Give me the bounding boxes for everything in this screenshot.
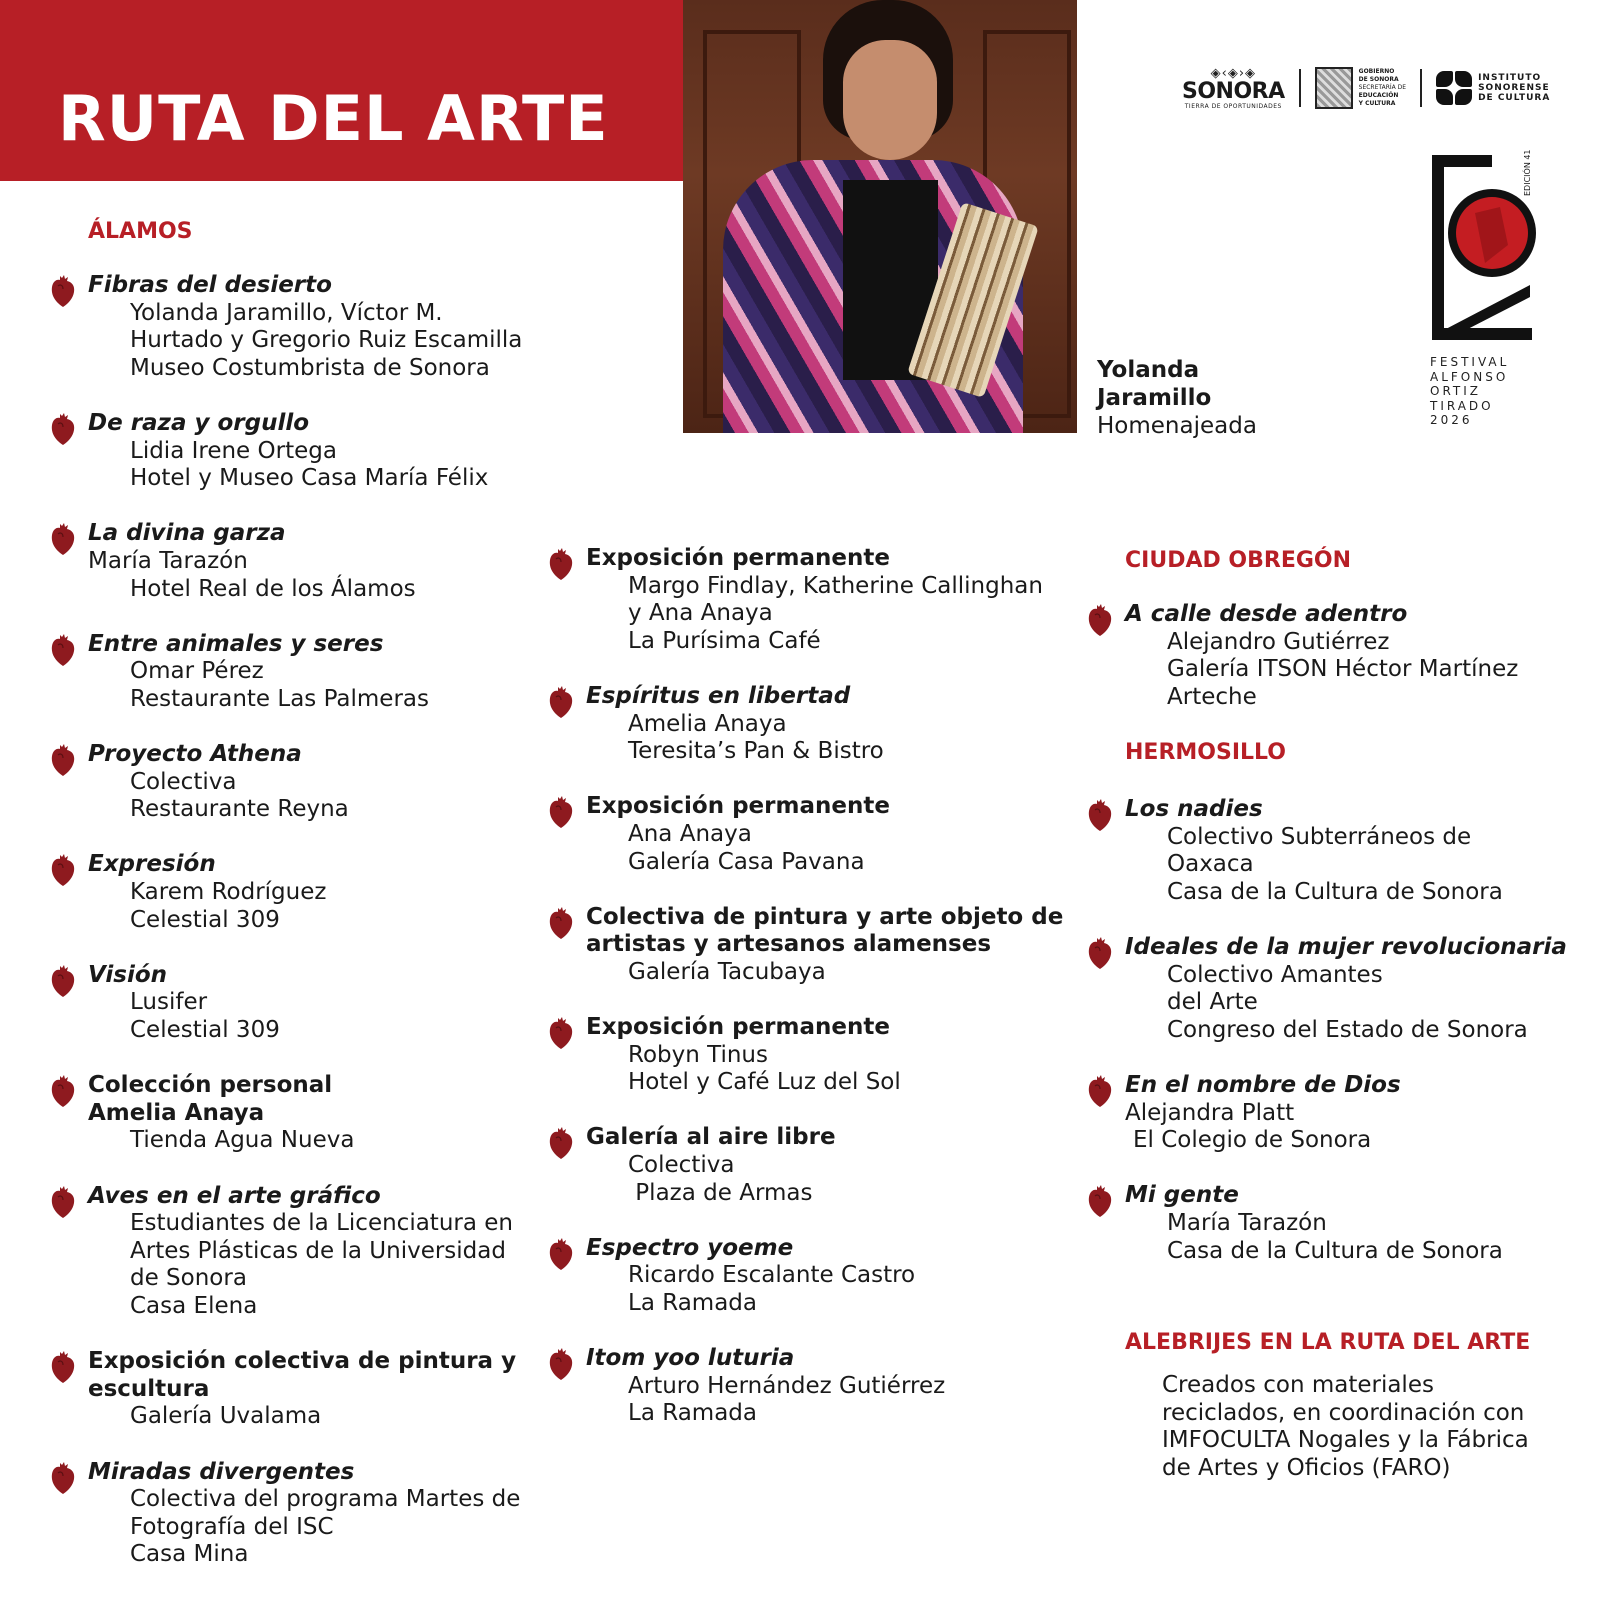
exhibition-detail: Oaxaca [1167,851,1254,878]
exhibition-title: Miradas divergentes [88,1458,355,1485]
exhibition-title: La divina garza [88,520,286,547]
exhibition-detail: Casa Mina [130,1541,249,1568]
heart-icon [548,1347,574,1381]
exhibition-detail: del Arte [1167,989,1258,1016]
heart-icon [1087,1184,1113,1218]
exhibition-title: A calle desde adentro [1125,601,1408,627]
exhibition-title: Exposición permanente [586,1014,890,1041]
exhibition-entry [50,520,550,603]
heart-icon [1087,936,1113,970]
exhibition-title: Los nadies [1125,796,1263,822]
exhibition-detail: El Colegio de Sonora [1133,1127,1372,1154]
heart-icon [50,853,76,887]
exhibition-detail: La Purísima Café [628,627,821,654]
sec-logo [1315,67,1406,109]
exhibition-entry [1087,1072,1587,1155]
alamos-list [50,272,550,1597]
exhibition-entry [548,793,1068,876]
exhibition-title: Mi gente [1125,1182,1239,1209]
exhibition-detail: Hotel y Café Luz del Sol [628,1069,901,1096]
exhibition-detail: de Sonora [130,1265,247,1292]
honoree-role: Homenajeada [1097,413,1257,439]
exhibition-detail: Galería ITSON Héctor Martínez [1167,656,1519,683]
obregon-list [1087,601,1587,739]
exhibition-detail: La Ramada [628,1290,757,1317]
festival-name-line: ALFONSO [1430,369,1509,384]
festival-name-line: ORTIZ [1430,384,1481,398]
exhibition-title: Proyecto Athena [88,741,302,768]
exhibition-detail: Robyn Tinus [628,1041,768,1068]
exhibition-detail: Arteche [1167,683,1257,710]
heart-icon [50,964,76,998]
exhibition-title: Exposición permanente [586,545,890,571]
photo-face [843,40,937,160]
honoree-caption [1097,356,1257,440]
exhibition-title: artistas y artesanos alamenses [586,931,992,958]
isc-mark-icon [1436,71,1472,105]
exhibition-detail: Ricardo Escalante Castro [628,1262,916,1289]
sec-text-line: Y CULTURA [1358,100,1396,107]
exhibition-detail: Alejandro Gutiérrez [1167,628,1390,655]
heart-icon [1087,603,1113,637]
honoree-photo [683,0,1077,433]
sonora-wordmark: SONORA [1182,78,1285,104]
exhibition-title: Aves en el arte gráfico [88,1182,381,1209]
exhibition-detail: Casa de la Cultura de Sonora [1167,1237,1503,1264]
exhibition-entry [1087,1182,1587,1265]
heart-icon [50,1185,76,1219]
exhibition-detail: Celestial 309 [130,906,280,933]
section-title-alamos: ÁLAMOS [88,219,193,244]
exhibition-detail: Colectivo Subterráneos de [1167,823,1472,850]
exhibition-entry [50,1072,550,1155]
exhibition-title: Galería al aire libre [586,1124,836,1151]
sonora-tagline: TIERRA DE OPORTUNIDADES [1184,102,1282,110]
sonora-logo [1182,67,1285,110]
exhibition-detail: Galería Casa Pavana [628,848,865,875]
isc-logo [1436,71,1550,105]
exhibition-entry [50,1183,550,1321]
exhibition-title: Expresión [88,851,216,878]
alebrijes-line: reciclados, en coordinación con [1162,1399,1525,1426]
exhibition-detail: Lidia Irene Ortega [130,437,337,464]
exhibition-entry [548,904,1068,987]
heart-icon [548,547,574,581]
sec-text-line: DE SONORA [1358,76,1399,83]
heart-icon [50,1461,76,1495]
heart-icon [50,1350,76,1384]
exhibition-title: Colección personal [88,1072,333,1099]
exhibition-detail: La Ramada [628,1400,757,1427]
heart-icon [50,743,76,777]
exhibition-detail: Yolanda Jaramillo, Víctor M. [130,299,443,326]
exhibition-detail: María Tarazón [1167,1209,1327,1236]
alebrijes-line: de Artes y Oficios (FARO) [1162,1454,1451,1481]
honoree-name-line2: Jaramillo [1097,385,1212,411]
exhibition-detail: Colectiva [130,768,237,795]
exhibition-entry [548,545,1068,655]
heart-icon [548,795,574,829]
exhibition-entry [548,683,1068,766]
exhibition-title: escultura [88,1375,210,1402]
heart-icon [50,1074,76,1108]
exhibition-detail: Arturo Hernández Gutiérrez [628,1372,946,1399]
exhibition-detail: Artes Plásticas de la Universidad [130,1237,506,1264]
festival-name [1430,355,1509,428]
exhibition-detail: Celestial 309 [130,1017,280,1044]
festival-edition: EDICIÓN 41 [1523,149,1532,196]
heart-icon [548,906,574,940]
logo-divider [1420,69,1422,107]
sec-text-line: GOBIERNO [1358,68,1395,75]
exhibition-detail: Colectiva [628,1152,735,1179]
exhibition-detail: Teresita’s Pan & Bistro [628,738,884,765]
isc-text-line: INSTITUTO [1478,73,1542,83]
sponsor-logos [1182,60,1550,116]
exhibition-entry [548,1124,1068,1207]
exhibition-entry [50,1459,550,1569]
heart-icon [50,522,76,556]
festival-year: 2026 [1430,413,1473,427]
exhibition-title: Visión [88,961,168,988]
exhibition-title: Exposición permanente [586,793,890,820]
festival-name-line: TIRADO [1430,398,1494,413]
sec-text-line: SECRETARÍA DE [1358,84,1407,91]
state-crest-icon [1315,67,1353,109]
exhibition-entry [50,741,550,824]
exhibition-title: Fibras del desierto [88,272,332,298]
exhibition-detail: Plaza de Armas [628,1179,813,1206]
exhibition-entry [50,410,550,493]
exhibition-entry [50,272,550,382]
isc-text-line: DE CULTURA [1478,93,1551,103]
exhibition-title: Ideales de la mujer revolucionaria [1125,933,1567,960]
section-title-alebrijes: ALEBRIJES EN LA RUTA DEL ARTE [1125,1330,1531,1355]
exhibition-detail: Museo Costumbrista de Sonora [130,354,490,381]
exhibition-detail: Congreso del Estado de Sonora [1167,1016,1528,1043]
festival-name-line: FESTIVAL [1430,355,1510,369]
alebrijes-line: Creados con materiales [1162,1372,1434,1398]
exhibition-entry [50,631,550,714]
heart-icon [1087,798,1113,832]
exhibition-entry [50,851,550,934]
exhibition-detail: Amelia Anaya [628,710,787,737]
exhibition-entry [548,1235,1068,1318]
header-banner [0,0,683,181]
heart-icon [548,1016,574,1050]
heart-icon [50,412,76,446]
hermosillo-list [1087,796,1587,1293]
isc-text-line: SONORENSE [1478,83,1550,93]
heart-icon [50,633,76,667]
heart-icon [548,1237,574,1271]
sec-text-line: EDUCACIÓN [1358,92,1399,99]
exhibition-detail: Hurtado y Gregorio Ruiz Escamilla [130,327,523,354]
exhibition-detail: y Ana Anaya [628,600,773,627]
sonora-pattern-icon: ◈‹◈›◈ [1210,65,1257,81]
exhibition-detail: Alejandra Platt [1125,1099,1295,1126]
exhibition-title: Itom yoo luturia [586,1345,795,1372]
exhibition-detail: Ana Anaya [628,820,752,847]
exhibition-detail: Colectivo Amantes [1167,961,1383,988]
exhibition-detail: Casa Elena [130,1292,258,1319]
exhibition-entry [548,1014,1068,1097]
exhibition-detail: Hotel Real de los Álamos [130,575,416,602]
exhibition-title: Espectro yoeme [586,1234,794,1261]
exhibition-title: Colectiva de pintura y arte objeto de [586,903,1064,930]
exhibition-detail: Casa de la Cultura de Sonora [1167,878,1503,905]
exhibition-title: Entre animales y seres [88,630,384,657]
exhibition-title: Exposición colectiva de pintura y [88,1348,517,1375]
exhibition-entry [548,1345,1068,1428]
exhibition-detail: Lusifer [130,989,208,1016]
section-title-obregon: CIUDAD OBREGÓN [1125,548,1352,573]
exhibition-title: Amelia Anaya [88,1099,265,1126]
logo-divider [1299,69,1301,107]
exhibition-detail: María Tarazón [88,547,248,574]
exhibition-entry [1087,934,1587,1044]
exhibition-entry [1087,601,1587,711]
heart-icon [50,274,76,308]
exhibition-detail: Restaurante Las Palmeras [130,685,429,712]
exhibition-entry [50,1348,550,1431]
exhibition-detail: Galería Uvalama [130,1403,322,1430]
exhibition-detail: Estudiantes de la Licenciatura en [130,1210,513,1237]
exhibition-detail: Margo Findlay, Katherine Callinghan [628,572,1043,599]
heart-icon [1087,1074,1113,1108]
exhibition-detail: Karem Rodríguez [130,879,327,906]
alebrijes-line: IMFOCULTA Nogales y la Fábrica [1162,1427,1529,1454]
exhibition-title: De raza y orgullo [88,409,310,436]
exhibition-detail: Restaurante Reyna [130,796,349,823]
exhibition-detail: Colectiva del programa Martes de [130,1486,521,1513]
exhibition-detail: Galería Tacubaya [628,958,826,985]
exhibition-detail: Fotografía del ISC [130,1513,334,1540]
exhibition-detail: Hotel y Museo Casa María Félix [130,465,489,492]
page-title: RUTA DEL ARTE [58,82,609,155]
exhibition-detail: Omar Pérez [130,658,264,685]
exhibition-title: Espíritus en libertad [586,682,851,709]
exhibition-entry [1087,796,1587,906]
alebrijes-description [1162,1372,1529,1482]
heart-icon [548,685,574,719]
exhibition-title: En el nombre de Dios [1125,1071,1401,1098]
honoree-name-line1: Yolanda [1097,357,1200,383]
section-title-hermosillo: HERMOSILLO [1125,740,1286,765]
heart-icon [548,1126,574,1160]
exhibition-entry [50,962,550,1045]
alamos-list-continued [548,545,1068,1456]
exhibition-detail: Tienda Agua Nueva [130,1127,355,1154]
